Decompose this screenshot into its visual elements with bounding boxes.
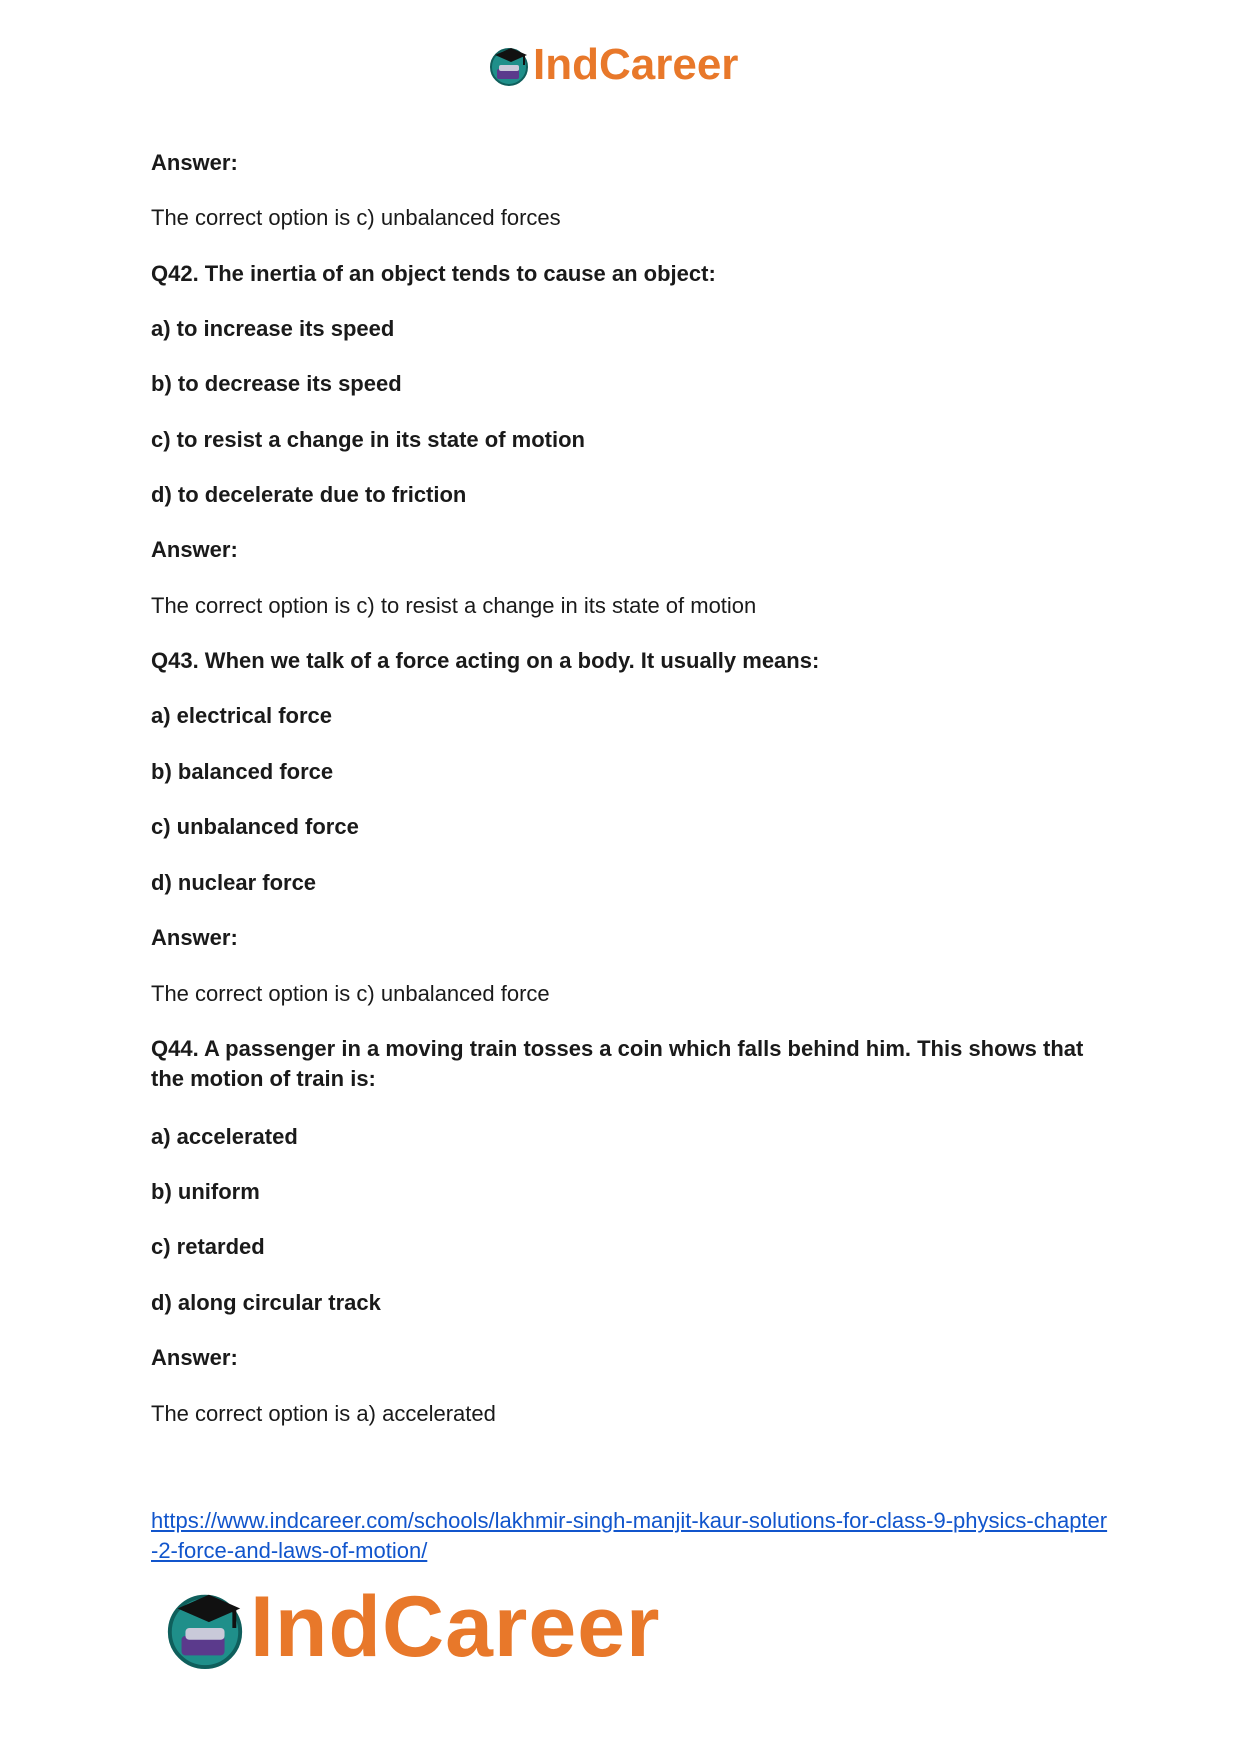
q43-a: a) electrical force	[151, 703, 332, 728]
footer-brand: IndCareer	[250, 1579, 661, 1675]
q42-b: b) to decrease its speed	[151, 371, 402, 396]
q42-a: a) to increase its speed	[151, 316, 395, 341]
q43-c: c) unbalanced force	[151, 814, 359, 839]
q43: Q43. When we talk of a force acting on a body. It usually means:	[151, 648, 820, 673]
ans43-label: Answer:	[151, 925, 238, 950]
q42: Q42. The inertia of an object tends to cause an object:	[151, 261, 716, 286]
q42-d: d) to decelerate due to friction	[151, 482, 467, 507]
q42-c: c) to resist a change in its state of motion	[151, 427, 585, 452]
q44-c: c) retarded	[151, 1234, 265, 1259]
header-logo	[487, 40, 738, 90]
ans42-label: Answer:	[151, 537, 238, 562]
footer-logo	[162, 1578, 661, 1677]
ans43-text: The correct option is c) unbalanced force	[151, 981, 550, 1006]
ans44-text: The correct option is a) accelerated	[151, 1401, 496, 1426]
q43-b: b) balanced force	[151, 759, 334, 784]
q44-b: b) uniform	[151, 1179, 260, 1204]
q43-d: d) nuclear force	[151, 870, 317, 895]
ans41-text: The correct option is c) unbalanced forces	[151, 205, 561, 230]
ans44-label: Answer:	[151, 1345, 238, 1370]
q44-d: d) along circular track	[151, 1290, 381, 1315]
logo-globe-icon	[162, 1585, 248, 1671]
q44: Q44. A passenger in a moving train tosses a coin which falls behind him. This shows that the motion of train is:	[151, 1036, 1084, 1091]
q44-a: a) accelerated	[151, 1124, 298, 1149]
logo-globe-icon	[487, 43, 531, 87]
source-link[interactable]: https://www.indcareer.com/schools/lakhmir-singh-manjit-kaur-solutions-for-class-9-physics-chapter-2-force-and-laws-of-motion/	[151, 1508, 1108, 1563]
ans41-label: Answer:	[151, 150, 238, 175]
ans42-text: The correct option is c) to resist a change in its state of motion	[151, 593, 757, 618]
header-brand: IndCareer	[533, 40, 739, 89]
